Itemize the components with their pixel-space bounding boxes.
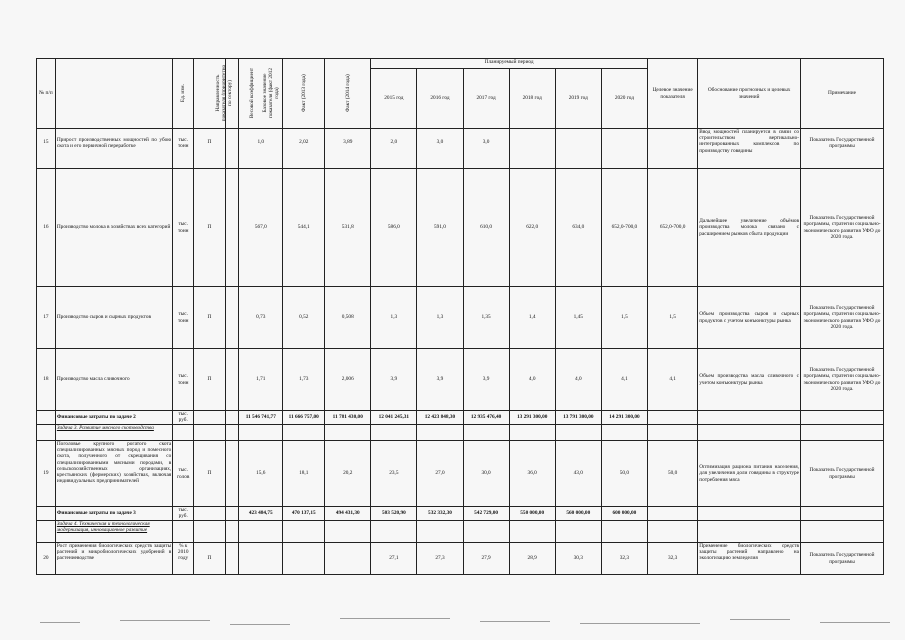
row-year: 610,0 [463,169,509,287]
row-note: Показатель Государственной программы [801,543,884,575]
finance-base: 11 546 741,77 [239,411,283,425]
row-year: 1,5 [601,287,647,349]
row-year: 36,0 [509,441,555,507]
row-fact2014: 3,89 [325,129,371,169]
col-note-header: Примечание [801,59,884,129]
row-rationale: Применение биологических средств защиты растений направлено на экологизацию земледелия [698,543,801,575]
row-name: Производство молока в хозяйствах всех категорий [55,169,172,287]
row-weight [225,129,239,169]
row-num: 20 [37,543,56,575]
row-year [555,129,601,169]
row-year: 1,3 [417,287,463,349]
empty-cell [601,425,647,441]
row-num: 16 [37,169,56,287]
year-header: 2020 год [601,69,647,129]
table-row [37,441,884,507]
empty-cell [463,425,509,441]
row-direction: П [194,349,225,411]
row-unit: тыс. тонн [173,129,194,169]
row-year: 4,0 [555,349,601,411]
row-name: Прирост производственных мощностей по убою скота и его первичной переработке [55,129,172,169]
empty-cell [509,425,555,441]
row-target: 32,3 [647,543,697,575]
empty-cell [194,507,225,521]
table-row [37,129,884,169]
row-target: 50,0 [647,441,697,507]
row-year: 622,0 [509,169,555,287]
row-target [647,129,697,169]
empty-cell [698,411,801,425]
row-year: 43,0 [555,441,601,507]
row-year: 30,0 [463,441,509,507]
row-fact2014: 2,006 [325,349,371,411]
scan-artifacts [0,598,905,640]
empty-cell [37,507,56,521]
empty-cell [325,425,371,441]
empty-cell [37,521,56,543]
col-name-header [55,59,172,129]
finance-row-task3 [37,507,884,521]
row-year: 3,0 [463,129,509,169]
row-year: 28,9 [509,543,555,575]
row-weight [225,287,239,349]
row-unit: тыс. тонн [173,287,194,349]
year-header: 2019 год [555,69,601,129]
empty-cell [509,521,555,543]
col-unit-header: Ед. изм. [173,59,194,129]
row-unit: тыс. тонн [173,169,194,287]
empty-cell [647,425,697,441]
row-year: 3,9 [371,349,417,411]
year-header: 2018 год [509,69,555,129]
row-year: 1,35 [463,287,509,349]
row-year: 1,45 [555,287,601,349]
row-direction: П [194,169,225,287]
row-target: 1,5 [647,287,697,349]
row-num: 15 [37,129,56,169]
row-num: 18 [37,349,56,411]
col-direction-header: Направленность показателя (приоритетно по сектору) [194,59,225,129]
empty-cell [194,425,225,441]
empty-cell [239,425,283,441]
empty-cell [283,425,325,441]
finance-row-task2 [37,411,884,425]
task-row-3 [37,425,884,441]
empty-cell [555,425,601,441]
row-year: 634,0 [555,169,601,287]
row-year: 3,0 [417,129,463,169]
row-rationale: Объем производства сыров и сырных продуктов с учетом конъюнктуры рынка [698,287,801,349]
row-target: 4,1 [647,349,697,411]
empty-cell [37,411,56,425]
empty-cell [463,521,509,543]
empty-cell [801,425,884,441]
row-year: 27,9 [463,543,509,575]
finance-base: 423 484,75 [239,507,283,521]
scan-mark [580,623,700,624]
scan-mark [230,624,290,625]
empty-cell [601,521,647,543]
empty-cell [173,425,194,441]
empty-cell [801,521,884,543]
scan-mark [340,618,450,619]
finance-year: 13 291 300,00 [509,411,555,425]
plan-period-header: Планируемый период [371,59,648,69]
finance-fact2014: 494 431,30 [325,507,371,521]
finance-year: 560 000,00 [555,507,601,521]
row-year: 1,4 [509,287,555,349]
row-rationale: Дальнейшее увеличение объёмов производства молока связано с расширением рынков сбыта продукции [698,169,801,287]
row-year: 591,0 [417,169,463,287]
row-fact2014: 20,2 [325,441,371,507]
scan-mark [820,622,890,623]
row-weight [225,441,239,507]
row-note: Показатель Государственной программы [801,129,884,169]
finance-fact2014: 11 781 430,00 [325,411,371,425]
row-target: 652,0-700,0 [647,169,697,287]
empty-cell [801,507,884,521]
row-rationale: Оптимизация рациона питания населения, для увеличения доли говядины в структуре потребления мяса [698,441,801,507]
row-rationale: Ввод мощностей планируется в связи со строительством вертикально-интегрированных комплексов по производству говядины [698,129,801,169]
row-fact2013: 2,02 [283,129,325,169]
row-unit: % к 2010 году [173,543,194,575]
col-rationale-header: Обоснование прогнозных и целевых значений [698,59,801,129]
row-fact2013: 0,52 [283,287,325,349]
empty-cell [325,521,371,543]
indicators-table [36,58,884,575]
row-num: 19 [37,441,56,507]
row-name: Поголовье крупного рогатого скота специализированных мясных пород и помесного скота, полученного от скрещивания со специализированными мясными породами, в сельскохозяйственных организациях, крестьянских (фермерских) хозяйствах, включая индивидуальных предпринимателей [55,441,172,507]
row-base: 1,0 [239,129,283,169]
col-weight-header: Весовой коэффициент [225,59,239,129]
empty-cell [417,521,463,543]
finance-label: Финансовые затраты по задаче 2 [55,411,172,425]
scan-mark [120,620,210,621]
finance-year: 12 041 245,31 [371,411,417,425]
finance-fact2013: 11 666 757,00 [283,411,325,425]
finance-year: 550 000,00 [509,507,555,521]
finance-year: 14 291 300,00 [601,411,647,425]
row-year: 32,3 [601,543,647,575]
empty-cell [194,521,225,543]
empty-cell [225,507,239,521]
row-year: 652,0-700,0 [601,169,647,287]
row-year: 27,0 [417,441,463,507]
row-name: Рост применения биологических средств защиты растений и микробиологических удобрений в растениеводстве [55,543,172,575]
task-title: Задача 4. Техническая и технологическая модернизация, инновационное развитие [55,521,172,543]
row-unit: тыс. голов [173,441,194,507]
row-fact2014: 531,8 [325,169,371,287]
finance-fact2013: 470 137,15 [283,507,325,521]
empty-cell [698,425,801,441]
row-note: Показатель Государственной программы, стратегии социально-экономического развития УФО до 2020 года. [801,349,884,411]
row-direction: П [194,129,225,169]
row-base: 0,73 [239,287,283,349]
table-row [37,169,884,287]
header-row-1 [37,59,884,69]
table-row [37,287,884,349]
finance-year: 12 935 476,40 [463,411,509,425]
row-fact2014: 0,508 [325,287,371,349]
row-name: Производство сыров и сырных продуктов [55,287,172,349]
empty-cell [371,521,417,543]
row-year: 3,9 [463,349,509,411]
empty-cell [801,411,884,425]
row-fact2013: 1,73 [283,349,325,411]
row-year: 27,1 [371,543,417,575]
scan-mark [40,622,80,623]
empty-cell [225,425,239,441]
empty-cell [225,411,239,425]
col-fact2013-header: Факт (2013 года) [283,59,325,129]
row-base: 15,6 [239,441,283,507]
row-year [601,129,647,169]
finance-unit: тыс. руб. [173,507,194,521]
finance-year: 542 729,00 [463,507,509,521]
scan-mark [730,619,790,620]
row-note: Показатель Государственной программы, стратегии социально-экономического развития УФО до 2020 года. [801,287,884,349]
row-note: Показатель Государственной программы, стратегии социально-экономического развития УФО до 2020 года. [801,169,884,287]
finance-year: 12 423 848,30 [417,411,463,425]
row-base: 567,0 [239,169,283,287]
col-target-header: Целевое значение показателя [647,59,697,129]
row-year: 30,3 [555,543,601,575]
empty-cell [37,425,56,441]
row-year: 2,0 [371,129,417,169]
row-base [239,543,283,575]
empty-cell [698,521,801,543]
row-direction: П [194,543,225,575]
finance-unit: тыс. руб. [173,411,194,425]
row-year: 50,0 [601,441,647,507]
empty-cell [239,521,283,543]
empty-cell [647,521,697,543]
empty-cell [194,411,225,425]
scan-mark [480,621,550,622]
year-header: 2016 год [417,69,463,129]
row-year: 23,5 [371,441,417,507]
row-fact2013 [283,543,325,575]
row-unit: тыс. тонн [173,349,194,411]
row-fact2013: 18,1 [283,441,325,507]
row-weight [225,349,239,411]
row-fact2014 [325,543,371,575]
year-header: 2015 год [371,69,417,129]
year-header: 2017 год [463,69,509,129]
task-title: Задача 3. Развитие мясного скотоводства [55,425,172,441]
empty-cell [417,425,463,441]
empty-cell [173,521,194,543]
finance-year: 532 332,30 [417,507,463,521]
row-direction: П [194,287,225,349]
empty-cell [555,521,601,543]
row-year: 27,3 [417,543,463,575]
row-year: 3,9 [417,349,463,411]
table-row [37,349,884,411]
col-fact2014-header: Факт (2014 года) [325,59,371,129]
empty-cell [225,521,239,543]
empty-cell [647,411,697,425]
row-rationale: Объем производства масла сливочного с учетом конъюнктуры рынка [698,349,801,411]
row-weight [225,169,239,287]
row-year: 4,1 [601,349,647,411]
row-num: 17 [37,287,56,349]
row-year: 4,0 [509,349,555,411]
row-direction: П [194,441,225,507]
task-row-4 [37,521,884,543]
row-base: 1,71 [239,349,283,411]
empty-cell [698,507,801,521]
finance-year: 13 791 300,00 [555,411,601,425]
finance-year: 600 000,00 [601,507,647,521]
table-row [37,543,884,575]
row-fact2013: 544,1 [283,169,325,287]
finance-label: Финансовые затраты по задаче 3 [55,507,172,521]
finance-year: 503 520,90 [371,507,417,521]
empty-cell [371,425,417,441]
empty-cell [647,507,697,521]
empty-cell [283,521,325,543]
row-year: 586,0 [371,169,417,287]
row-name: Производство масла сливочного [55,349,172,411]
row-note: Показатель Государственной программы [801,441,884,507]
col-base-header: Базовое значение показателя (факт 2012 года) [239,59,283,129]
row-year: 1,3 [371,287,417,349]
col-num-header: № п/п [37,59,56,129]
row-weight [225,543,239,575]
row-year [509,129,555,169]
